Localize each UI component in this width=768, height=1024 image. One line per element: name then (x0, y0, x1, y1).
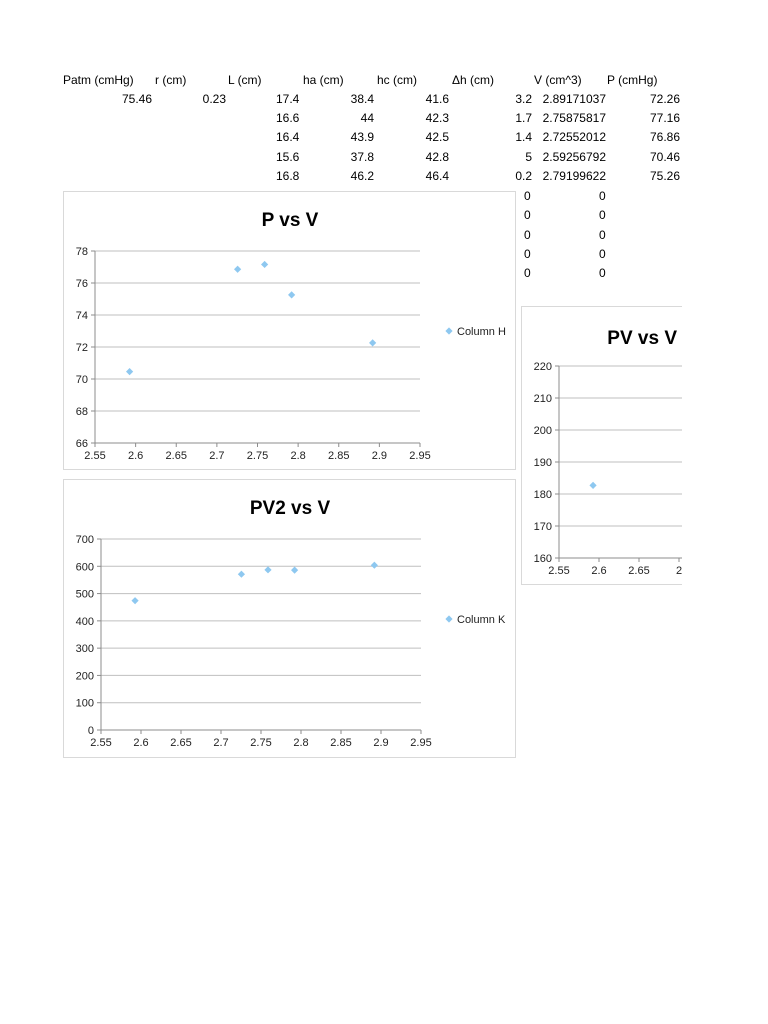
cell-p[interactable]: 70.46 (649, 150, 680, 164)
x-tick-label: 2.55 (90, 737, 112, 749)
legend-marker (445, 615, 452, 622)
data-point (264, 566, 271, 573)
y-tick-label: 200 (75, 670, 94, 683)
legend-marker (445, 327, 452, 334)
cell-l[interactable]: 16.6 (276, 111, 300, 125)
cell-p[interactable]: 77.16 (649, 111, 680, 125)
cell-p[interactable]: 76.86 (649, 130, 680, 144)
header-dh[interactable]: Δh (cm) (452, 73, 495, 87)
data-point (238, 571, 245, 578)
x-tick-label: 2.75 (250, 737, 272, 749)
header-patm[interactable]: Patm (cmHg) (63, 73, 134, 87)
data-point (291, 567, 298, 574)
x-tick-label: 2.8 (293, 737, 309, 749)
x-tick-label: 2.6 (127, 450, 144, 462)
x-tick-label: 2.6 (591, 565, 607, 577)
data-point (589, 482, 596, 489)
cell-ha[interactable]: 37.8 (350, 150, 374, 164)
y-tick-label: 68 (75, 406, 88, 418)
x-tick-label: 2.55 (548, 565, 570, 577)
data-point (261, 261, 268, 268)
cell-v-zero[interactable]: 0 (599, 189, 606, 203)
y-tick-label: 70 (75, 374, 88, 386)
cell-dh-zero[interactable]: 0 (524, 247, 531, 261)
x-tick-label: 2.7 (209, 450, 225, 462)
chart-pv-vs-v[interactable] (521, 306, 682, 585)
chart-pv2-vs-v[interactable] (63, 479, 516, 758)
y-tick-label: 500 (75, 588, 94, 601)
y-tick-label: 600 (75, 561, 94, 574)
cell-v-zero[interactable]: 0 (599, 247, 606, 261)
header-ha[interactable]: ha (cm) (303, 73, 344, 87)
x-tick-label: 2.9 (371, 450, 388, 462)
y-tick-label: 210 (533, 393, 552, 405)
y-tick-label: 220 (533, 361, 552, 373)
cell-hc[interactable]: 41.6 (425, 92, 449, 106)
y-tick-label: 200 (533, 425, 552, 437)
data-point (288, 291, 295, 298)
cell-ha[interactable]: 46.2 (350, 169, 374, 183)
cell-dh-zero[interactable]: 0 (524, 228, 531, 242)
chart-title: PV2 vs V (249, 498, 331, 519)
cell-hc[interactable]: 46.4 (425, 169, 449, 183)
y-tick-label: 190 (533, 457, 552, 469)
x-tick-label: 2 (675, 565, 683, 577)
y-tick-label: 300 (75, 643, 94, 656)
y-tick-label: 180 (533, 489, 552, 501)
cell-v[interactable]: 2.75875817 (542, 111, 606, 125)
x-tick-label: 2.6 (133, 737, 149, 749)
cell-p[interactable]: 72.26 (649, 92, 680, 106)
cell-v[interactable]: 2.79199622 (542, 169, 606, 183)
cell-v-zero[interactable]: 0 (599, 208, 606, 222)
y-tick-label: 700 (75, 534, 94, 546)
cell-hc[interactable]: 42.8 (425, 150, 449, 164)
cell-v[interactable]: 2.59256792 (542, 150, 606, 164)
header-l[interactable]: L (cm) (228, 73, 262, 87)
cell-l[interactable]: 17.4 (276, 92, 300, 106)
chart-p-vs-v-svg (64, 192, 517, 471)
cell-dh-zero[interactable]: 0 (524, 189, 531, 203)
x-tick-label: 2.85 (328, 450, 350, 462)
x-tick-label: 2.65 (170, 737, 192, 749)
x-tick-label: 2.8 (290, 450, 306, 462)
data-point (131, 597, 138, 604)
y-tick-label: 76 (75, 278, 88, 290)
data-point (371, 562, 378, 569)
cell-ha[interactable]: 43.9 (350, 130, 374, 144)
chart-pv2-vs-v-svg (64, 480, 517, 759)
x-tick-label: 2.7 (213, 737, 229, 749)
y-tick-label: 78 (75, 246, 88, 258)
cell-v-zero[interactable]: 0 (599, 266, 606, 280)
y-tick-label: 74 (75, 310, 88, 322)
cell-dh[interactable]: 5 (525, 150, 532, 164)
chart-p-vs-v[interactable] (63, 191, 516, 470)
cell-v[interactable]: 2.72552012 (542, 130, 606, 144)
cell-hc[interactable]: 42.3 (425, 111, 449, 125)
y-tick-label: 160 (533, 553, 552, 565)
cell-dh[interactable]: 0.2 (515, 169, 532, 183)
cell-dh[interactable]: 1.4 (515, 130, 532, 144)
y-tick-label: 0 (87, 725, 94, 737)
x-tick-label: 2.95 (409, 450, 431, 462)
y-tick-label: 72 (75, 342, 88, 354)
y-tick-label: 66 (75, 438, 88, 450)
cell-v[interactable]: 2.89171037 (542, 92, 606, 106)
chart-pv-vs-v-svg (522, 307, 682, 585)
x-tick-label: 2.75 (246, 450, 269, 462)
chart-title: P vs V (261, 210, 319, 231)
cell-l[interactable]: 16.8 (276, 169, 300, 183)
y-tick-label: 100 (75, 697, 94, 710)
x-tick-label: 2.55 (84, 450, 106, 462)
data-point (126, 368, 133, 375)
data-point (234, 266, 241, 273)
data-point (369, 339, 376, 346)
cell-dh[interactable]: 3.2 (515, 92, 532, 106)
cell-l[interactable]: 16.4 (276, 130, 300, 144)
header-hc[interactable]: hc (cm) (377, 73, 417, 87)
header-v[interactable]: V (cm^3) (534, 73, 582, 87)
cell-dh-zero[interactable]: 0 (524, 208, 531, 222)
cell-r[interactable]: 0.23 (202, 92, 226, 106)
cell-v-zero[interactable]: 0 (599, 228, 606, 242)
y-tick-label: 170 (533, 521, 552, 533)
cell-dh-zero[interactable]: 0 (524, 266, 531, 280)
legend-label: Column K (457, 614, 506, 626)
cell-l[interactable]: 15.6 (276, 150, 300, 164)
cell-ha[interactable]: 44 (360, 111, 374, 125)
x-tick-label: 2.9 (373, 737, 389, 749)
chart-title: PV vs V (607, 328, 677, 349)
y-tick-label: 400 (75, 615, 94, 628)
header-p[interactable]: P (cmHg) (607, 73, 658, 87)
cell-hc[interactable]: 42.5 (425, 130, 449, 144)
x-tick-label: 2.65 (165, 450, 187, 462)
cell-ha[interactable]: 38.4 (350, 92, 374, 106)
cell-p[interactable]: 75.26 (649, 169, 680, 183)
x-tick-label: 2.65 (628, 565, 650, 577)
legend-label: Column H (457, 326, 506, 338)
x-tick-label: 2.85 (330, 737, 352, 749)
header-r[interactable]: r (cm) (155, 73, 187, 87)
cell-patm[interactable]: 75.46 (121, 92, 152, 106)
cell-dh[interactable]: 1.7 (515, 111, 532, 125)
x-tick-label: 2.95 (410, 737, 432, 749)
